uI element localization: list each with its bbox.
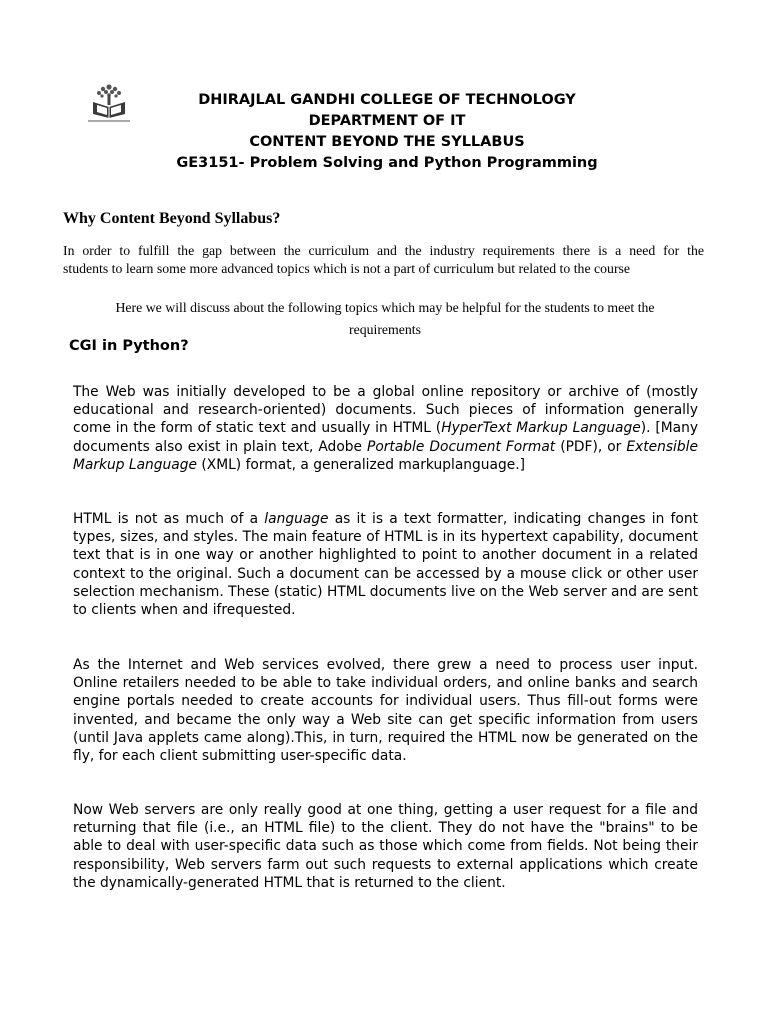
course-title: GE3151- Problem Solving and Python Programming <box>176 155 598 171</box>
college-name: DHIRAJLAL GANDHI COLLEGE OF TECHNOLOGY <box>198 92 576 108</box>
topics-intro-line: requirements <box>348 322 422 337</box>
text-span: as it is a text formatter, indicating changes in font types, sizes, and styles. The main feature of HTML is in its hypertext capability, document text that is in one way or another highlighted to point to another document in a related context to the original. Such a document can be accessed by a mouse click or other user selection mechanism. These (static) HTML documents live on the Web server and are sent to clients when and ifrequested. <box>73 511 698 619</box>
intro-line: students to learn some more advanced topics which is not a part of curriculum but related to the course <box>63 261 631 276</box>
body-paragraph-2 <box>73 510 698 619</box>
department-name: DEPARTMENT OF IT <box>308 113 466 129</box>
document-header <box>140 90 634 174</box>
text-span: The Web was initially developed to be a global online repository or archive of (mostly educational and research-oriented) documents. Such pieces of information generally come in the form of static text and usually in HTML ( <box>73 384 698 437</box>
topics-intro-line: Here we will discuss about the following topics which may be helpful for the students to meet the <box>115 300 655 315</box>
text-span: ). [Many documents also exist in plain text, Adobe <box>73 420 698 455</box>
why-heading: Why Content Beyond Syllabus? <box>63 210 281 227</box>
italic-term: Portable Document Format <box>367 438 556 455</box>
document-subtitle: CONTENT BEYOND THE SYLLABUS <box>249 134 525 150</box>
italic-term: Extensible Markup Language <box>73 438 698 473</box>
italic-term: HyperText Markup Language <box>441 420 641 437</box>
text-span: (PDF), or <box>555 438 627 455</box>
intro-paragraph <box>63 242 704 278</box>
body-paragraph-3: As the Internet and Web services evolved, there grew a need to process user input. Online retailers needed to be able to take individual orders, and online banks and search engine portals needed to create accounts for individual users. Thus fill-out forms were invented, and became the only way a Web site can get specific information from users (until Java applets came along).This, in turn, required the HTML now be generated on the fly, for each client submitting user-specific data. <box>73 657 698 765</box>
section-heading: CGI in Python? <box>69 338 189 354</box>
intro-line: In order to fulfill the gap between the curriculum and the industry requirements there is a need for the <box>63 243 704 258</box>
text-span: (XML) format, a generalized markuplanguage.] <box>197 456 526 473</box>
topics-intro-paragraph <box>70 297 700 341</box>
text-span: HTML is not as much of a <box>73 511 265 527</box>
college-logo-icon <box>86 80 132 124</box>
body-paragraph-4: Now Web servers are only really good at one thing, getting a user request for a file and returning that file (i.e., an HTML file) to the client. They do not have the "brains" to be able to deal with user-specific data such as those which come from fields. Not being their responsibility, Web servers farm out such requests to external applications which create the dynamically-generated HTML that is returned to the client. <box>73 802 698 891</box>
italic-term: language <box>264 511 329 527</box>
body-paragraph-1 <box>73 383 698 474</box>
